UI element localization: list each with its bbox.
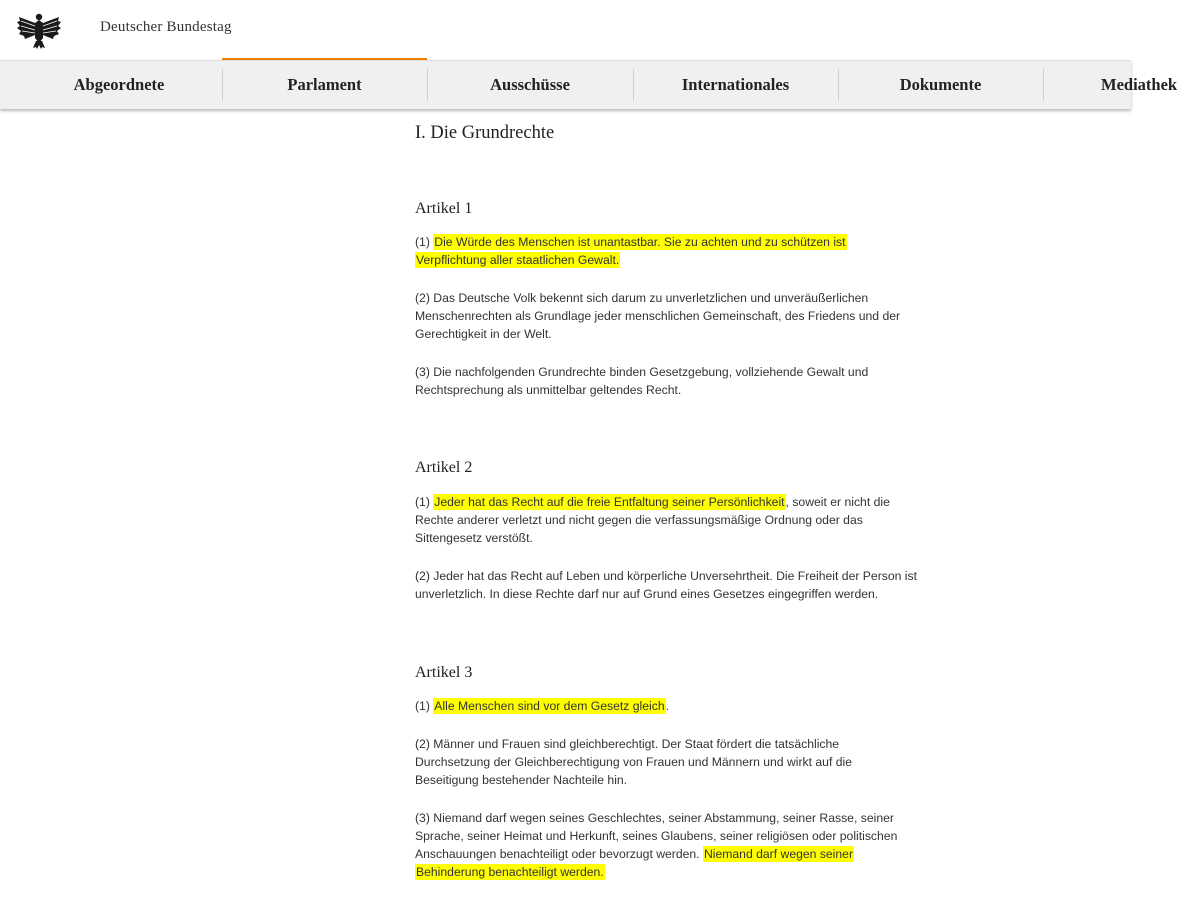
chapter-title: I. Die Grundrechte (415, 123, 555, 143)
article-2-paragraph-1 (415, 493, 915, 547)
article-3-title: Artikel 3 (415, 664, 473, 681)
highlighted-text: Niemand darf wegen seiner Behinderung benachteiligt werden. (416, 847, 854, 879)
article-1-paragraph-3: (3) Die nachfolgenden Grundrechte binden Gesetzgebung, vollziehende Gewalt und Rechtsprechung als unmittelbar geltendes Recht. (415, 365, 869, 397)
paragraph-text: , soweit er nicht die Rechte anderer verletzt und nicht gegen die verfassungsmäßige Ordnung oder das Sittengesetz verstößt. (415, 495, 890, 545)
highlighted-text: Alle Menschen sind vor dem Gesetz gleich (434, 699, 665, 713)
article-2-paragraph-2: (2) Jeder hat das Recht auf Leben und körperliche Unversehrtheit. Die Freiheit der Person ist unverletzlich. In diese Rechte darf nur auf Grund eines Gesetzes eingegriffen werden. (415, 569, 917, 601)
paragraph-number: (1) (415, 235, 434, 249)
paragraph-number: (1) (415, 699, 434, 713)
nav-item-parlament[interactable]: Parlament (287, 75, 362, 94)
nav-active-indicator (222, 58, 427, 60)
article-3-paragraph-3 (415, 809, 920, 881)
highlighted-text: Die Würde des Menschen ist unantastbar. Sie zu achten und zu schützen ist Verpflichtung aller staatlichen Gewalt. (416, 235, 846, 267)
nav-item-dokumente[interactable]: Dokumente (899, 75, 982, 94)
article-3-paragraph-1 (415, 697, 935, 715)
article-1-title: Artikel 1 (415, 200, 473, 217)
site-header (0, 0, 1131, 60)
nav-separator (1043, 69, 1044, 101)
nav-item-ausschuesse[interactable]: Ausschüsse (490, 75, 570, 94)
highlighted-text: Jeder hat das Recht auf die freie Entfaltung seiner Persönlichkeit (434, 495, 785, 509)
nav-item-mediathek[interactable]: Mediathek (1101, 75, 1177, 94)
nav-item-internationales[interactable]: Internationales (681, 75, 790, 94)
site-name[interactable]: Deutscher Bundestag (100, 19, 232, 35)
main-navigation (0, 60, 1177, 109)
paragraph-text: (3) Niemand darf wegen seines Geschlechtes, seiner Abstammung, seiner Rasse, seiner Sprache, seiner Heimat und Herkunft, seines Glaubens, seiner religiösen oder politischen Anschauungen benachteiligt oder bevorzugt werden. (415, 811, 898, 861)
article-1-paragraph-2: (2) Das Deutsche Volk bekennt sich darum zu unverletzlichen und unveräußerlichen Menschenrechten als Grundlage jeder menschlichen Gemeinschaft, des Friedens und der Gerechtigkeit in der Welt. (415, 291, 901, 341)
paragraph-number: (1) (415, 495, 434, 509)
article-3-paragraph-2: (2) Männer und Frauen sind gleichberechtigt. Der Staat fördert die tatsächliche Durchsetzung der Gleichberechtigung von Frauen und Männern und wirkt auf die Beseitigung bestehender Nachteile hin. (415, 737, 852, 787)
bundesadler-icon (16, 8, 62, 50)
article-1-paragraph-1 (415, 233, 885, 269)
article-2-title: Artikel 2 (415, 459, 473, 476)
nav-item-abgeordnete[interactable]: Abgeordnete (73, 75, 165, 94)
paragraph-text: . (665, 699, 669, 713)
